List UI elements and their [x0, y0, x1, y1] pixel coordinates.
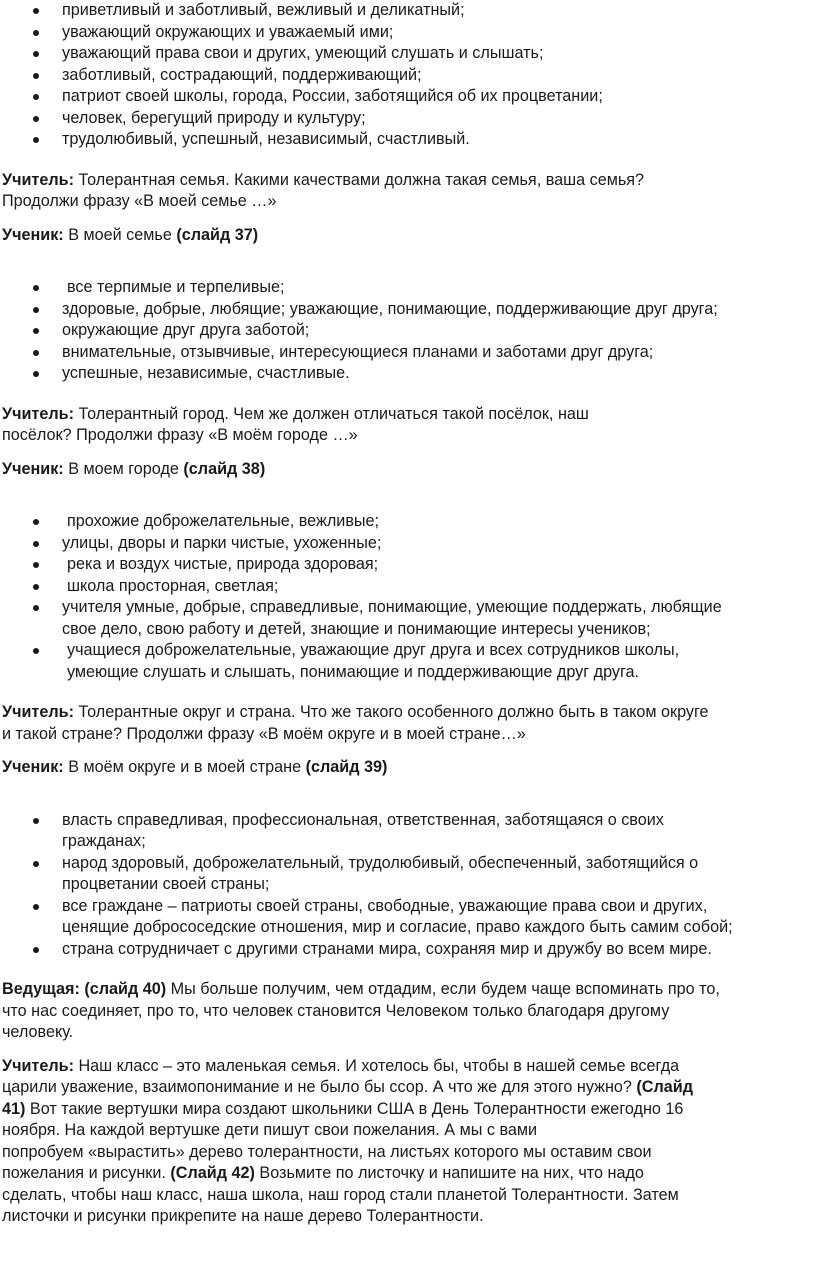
bullet-icon: [33, 94, 39, 100]
list-item: здоровые, добрые, любящие; уважающие, понимающие, поддерживающие друг друга;: [2, 299, 816, 321]
student-answer-family: Ученик: В моей семье (слайд 37): [2, 225, 259, 244]
bullet-icon: [33, 30, 39, 36]
bullet-icon: [33, 861, 39, 867]
bullet-icon: [33, 371, 39, 377]
bullet-icon: [33, 562, 39, 568]
city-list: [2, 511, 816, 683]
bullet-icon: [33, 307, 39, 313]
bullet-icon: [33, 947, 39, 953]
bullet-icon: [33, 584, 39, 590]
student-answer-city: Ученик: В моем городе (слайд 38): [2, 459, 266, 478]
list-item: человек, берегущий природу и культуру;: [2, 108, 816, 130]
list-item: приветливый и заботливый, вежливый и деликатный;: [2, 0, 816, 22]
list-item: патриот своей школы, города, России, заботящийся об их процветании;: [2, 86, 816, 108]
list-item: заботливый, сострадающий, поддерживающий;: [2, 65, 816, 87]
bullet-icon: [33, 8, 39, 14]
teacher-question-country: Учитель: Толерантные округ и страна. Что же такого особенного должно быть в таком округе и такой стране? Продолжи фразу «В моём округе и в моей стране…»: [2, 703, 709, 743]
list-item: уважающий окружающих и уважаемый ими;: [2, 22, 816, 44]
list-item: внимательные, отзывчивые, интересующиеся планами и заботами друг друга;: [2, 342, 816, 364]
list-item: учителя умные, добрые, справедливые, понимающие, умеющие поддержать, любящие свое дело, свою работу и детей, знающие и понимающие интересы учеников;: [2, 597, 816, 640]
list-item: учащиеся доброжелательные, уважающие друг друга и всех сотрудников школы, умеющие слушать и слышать, понимающие и поддерживающие друг друга.: [2, 640, 816, 683]
bullet-icon: [33, 605, 39, 611]
list-item: школа просторная, светлая;: [2, 576, 816, 598]
list-item: власть справедливая, профессиональная, ответственная, заботящаяся о своих гражданах;: [2, 810, 816, 853]
family-list: [2, 277, 816, 385]
list-item: улицы, дворы и парки чистые, ухоженные;: [2, 533, 816, 555]
qualities-list: [2, 0, 816, 151]
list-item: народ здоровый, доброжелательный, трудолюбивый, обеспеченный, заботящийся о процветании своей страны;: [2, 853, 816, 896]
bullet-icon: [33, 116, 39, 122]
country-list: [2, 810, 816, 961]
bullet-icon: [33, 285, 39, 291]
list-item: прохожие доброжелательные, вежливые;: [2, 511, 816, 533]
list-item: все терпимые и терпеливые;: [2, 277, 816, 299]
bullet-icon: [33, 328, 39, 334]
bullet-icon: [33, 541, 39, 547]
student-answer-country: Ученик: В моём округе и в моей стране (слайд 39): [2, 758, 388, 776]
teacher-final-paragraph: Учитель: Наш класс – это маленькая семья. И хотелось бы, чтобы в нашей семье всегда царили уважение, взаимопонимание и не было бы ссор. А что же для этого нужно? (Слайд 41) Вот такие вертушки мира создают школьники США в День Толерантности ежегодно 16 ноября. На каждой вертушке дети пишут свои пожелания. А мы с вами попробуем «вырастить» дерево толерантности, на листьях которого мы оставим свои пожелания и рисунки. (Слайд 42) Возьмите по листочку и напишите на них, что надо сделать, чтобы наш класс, наша школа, наш город стали планетой Толерантности. Затем листочки и рисунки прикрепите на наше дерево Толерантности.: [2, 1056, 694, 1225]
list-item: река и воздух чистые, природа здоровая;: [2, 554, 816, 576]
bullet-icon: [33, 904, 39, 910]
bullet-icon: [33, 818, 39, 824]
bullet-icon: [33, 350, 39, 356]
bullet-icon: [33, 137, 39, 143]
list-item: все граждане – патриоты своей страны, свободные, уважающие права свои и других, ценящие добрососедские отношения, мир и согласие, право каждого быть самим собой;: [2, 896, 816, 939]
bullet-icon: [33, 519, 39, 525]
bullet-icon: [33, 51, 39, 57]
bullet-icon: [33, 648, 39, 654]
bullet-icon: [33, 73, 39, 79]
teacher-question-city: Учитель: Толерантный город. Чем же должен отличаться такой посёлок, наш посёлок? Продолжи фразу «В моём городе …»: [2, 404, 589, 444]
list-item: успешные, независимые, счастливые.: [2, 363, 816, 385]
list-item: страна сотрудничает с другими странами мира, сохраняя мир и дружбу во всем мире.: [2, 939, 816, 961]
list-item: трудолюбивый, успешный, независимый, счастливый.: [2, 129, 816, 151]
list-item: уважающий права свои и других, умеющий слушать и слышать;: [2, 43, 816, 65]
host-paragraph: Ведущая: (слайд 40) Мы больше получим, чем отдадим, если будем чаще вспоминать про то, что нас соединяет, про то, что человек становится Человеком только благодаря другому человеку.: [2, 980, 720, 1041]
list-item: окружающие друг друга заботой;: [2, 320, 816, 342]
teacher-question-family: Учитель: Толерантная семья. Какими качествами должна такая семья, ваша семья? Продолжи фразу «В моей семье …»: [2, 170, 645, 210]
